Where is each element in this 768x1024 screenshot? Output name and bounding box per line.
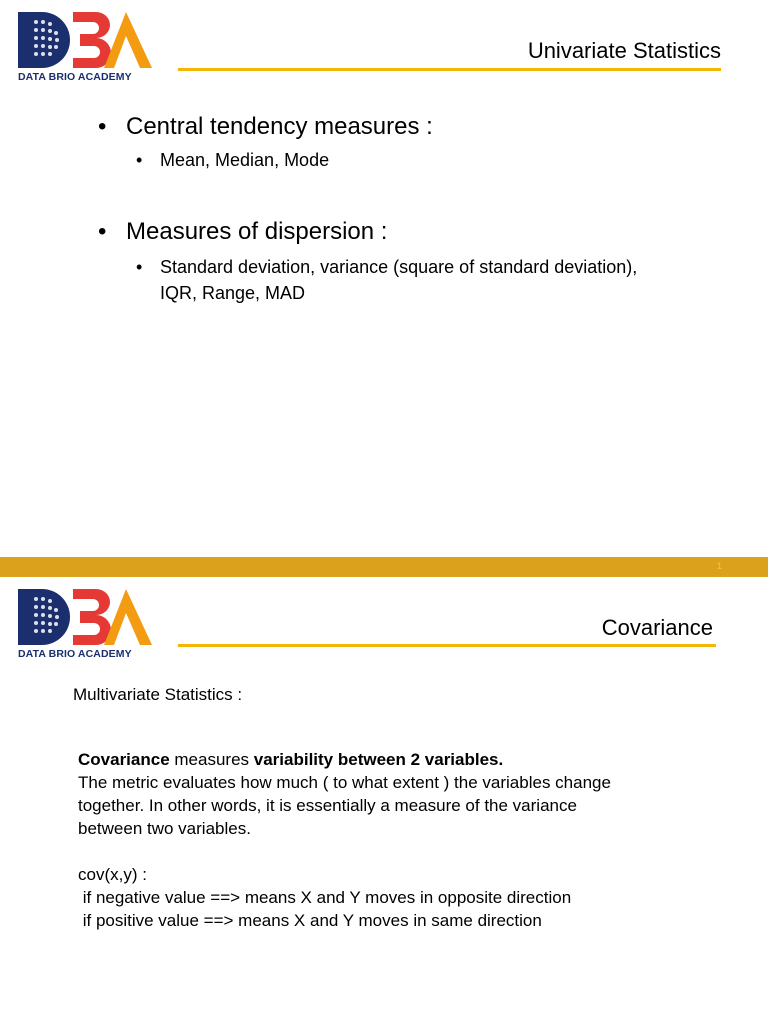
dba-logo <box>18 10 158 86</box>
cov-positive-line: if positive value ==> means X and Y moves in same direction <box>78 911 542 930</box>
page-number: 1 <box>716 561 722 571</box>
slide-separator <box>0 557 768 577</box>
definition-body <box>78 771 611 840</box>
sub-bullet-text: Mean, Median, Mode <box>160 150 330 170</box>
sub-bullet-mean-median-mode: • Mean, Median, Mode <box>136 150 330 170</box>
cov-label: cov(x,y) : <box>78 865 147 884</box>
bullet-text: Central tendency measures : <box>126 113 433 140</box>
slide-title: Univariate Statistics <box>527 38 721 63</box>
slide-title: Covariance <box>601 615 713 640</box>
logo-tagline: DATA BRIO ACADEMY <box>18 71 132 83</box>
body-line: between two variables. <box>78 819 251 838</box>
dba-logo-mark <box>18 10 158 70</box>
bullet-text: Measures of dispersion : <box>126 218 388 245</box>
title-underline <box>178 644 716 647</box>
bullet-central-tendency: • Central tendency measures : <box>98 113 433 140</box>
body-line: together. In other words, it is essentially a measure of the variance <box>78 796 577 815</box>
bullet-dispersion: • Measures of dispersion : <box>98 218 388 245</box>
definition-term: Covariance <box>78 750 170 769</box>
dba-logo <box>18 587 158 663</box>
sub-bullet-dispersion-measures: • Standard deviation, variance (square of standard deviation), IQR, Range, MAD <box>136 257 638 303</box>
logo-tagline: DATA BRIO ACADEMY <box>18 648 132 660</box>
sub-bullet-text: Standard deviation, variance (square of standard deviation), <box>160 257 638 277</box>
definition-mid: measures <box>169 750 254 769</box>
dba-logo-mark <box>18 587 158 647</box>
sub-bullet-text: IQR, Range, MAD <box>160 283 306 303</box>
definition-emphasis: variability between 2 variables. <box>253 750 504 769</box>
title-underline <box>178 68 721 71</box>
multivariate-heading: Multivariate Statistics : <box>73 685 243 704</box>
covariance-definition <box>78 748 503 771</box>
body-line: The metric evaluates how much ( to what extent ) the variables change <box>78 773 611 792</box>
slide-covariance <box>0 577 768 1024</box>
cov-notes <box>78 863 571 932</box>
cov-negative-line: if negative value ==> means X and Y moves in opposite direction <box>78 888 572 907</box>
